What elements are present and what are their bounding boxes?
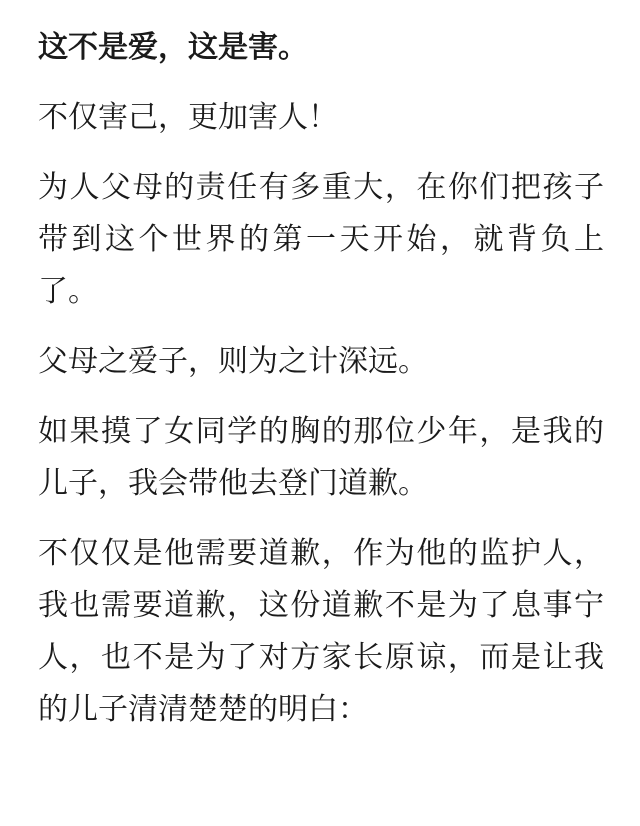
paragraph: 父母之爱子，则为之计深远。	[38, 344, 428, 379]
paragraph: 不仅仅是他需要道歉，作为他的监护人，我也需要道歉，这份道歉不是为了息事宁人，也不是为了对方家长原谅，而是让我的儿子清清楚楚的明白：	[38, 536, 604, 727]
article-body	[38, 22, 604, 754]
paragraph: 为人父母的责任有多重大，在你们把孩子带到这个世界的第一天开始，就背负上了。	[38, 170, 604, 309]
paragraph: 不仅害己，更加害人！	[38, 100, 338, 135]
article-heading: 这不是爱，这是害。	[38, 30, 308, 65]
paragraph: 如果摸了女同学的胸的那位少年，是我的儿子，我会带他去登门道歉。	[38, 414, 604, 501]
